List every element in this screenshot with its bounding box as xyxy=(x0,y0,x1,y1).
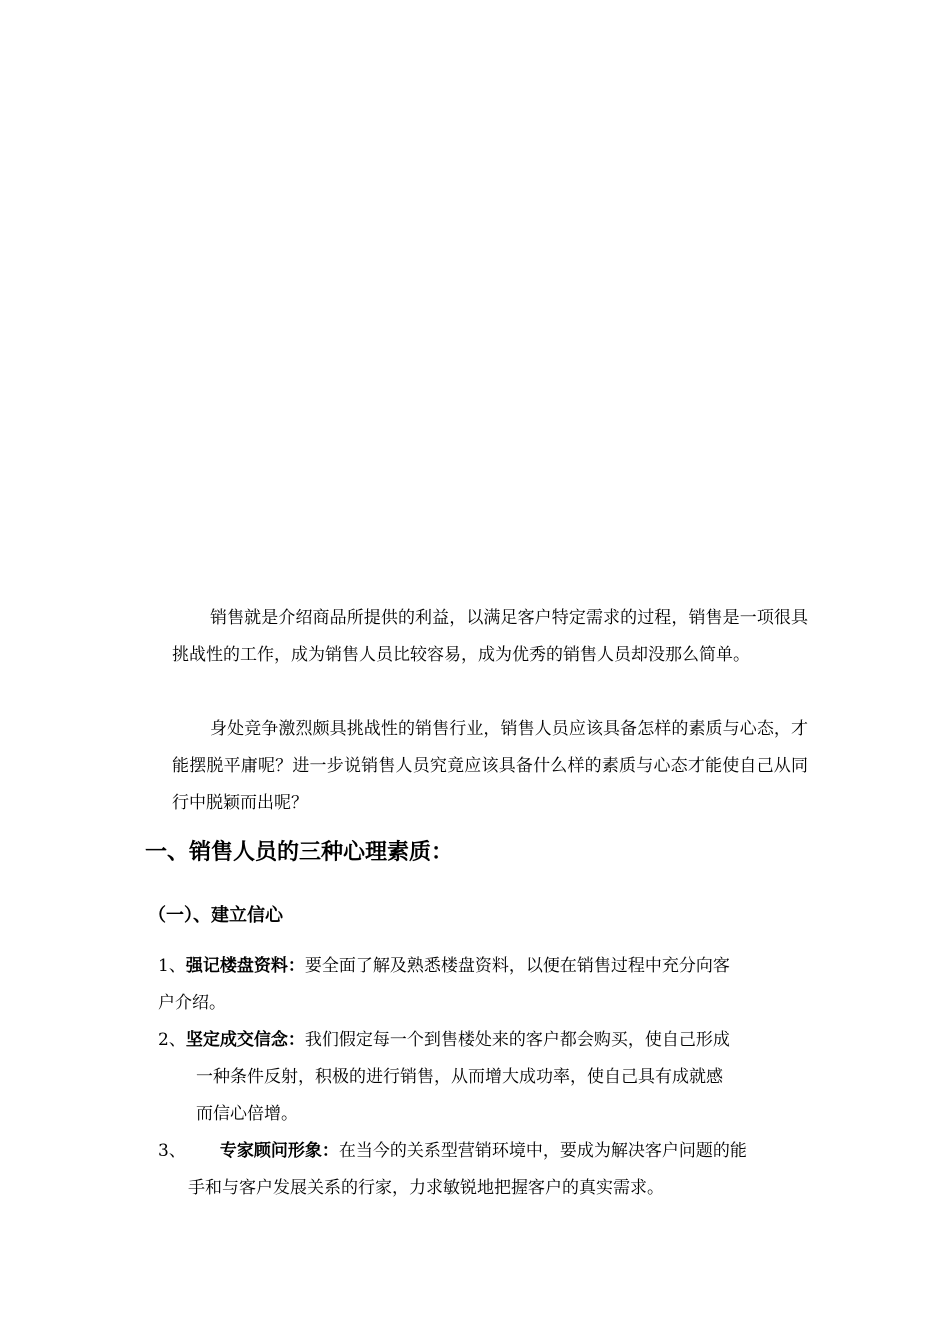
list-item-line: 手和与客户发展关系的行家，力求敏锐地把握客户的真实需求。 xyxy=(188,1178,664,1198)
list-item-title: 专家顾问形象： xyxy=(219,1141,339,1161)
list-item-text: 我们假定每一个到售楼处来的客户都会购买，使自己形成 xyxy=(304,1030,730,1050)
list-item-title: 坚定成交信念： xyxy=(185,1030,305,1050)
list-item xyxy=(158,1022,808,1133)
list-item-line: 户介绍。 xyxy=(158,993,226,1013)
section-heading: 一、销售人员的三种心理素质： xyxy=(145,840,454,865)
subsection-heading: （一）、建立信心 xyxy=(148,905,283,926)
list-item-line xyxy=(158,1133,808,1170)
list-item-title: 强记楼盘资料： xyxy=(185,956,305,976)
list-item-line xyxy=(158,948,808,985)
list-item-number: 2、 xyxy=(158,1030,186,1050)
list-item-text: 要全面了解及熟悉楼盘资料，以便在销售过程中充分向客 xyxy=(304,956,730,976)
list-item-line: 而信心倍增。 xyxy=(196,1104,298,1124)
intro-paragraph-2: 身处竞争激烈颇具挑战性的销售行业，销售人员应该具备怎样的素质与心态，才能摆脱平庸呢？进一步说销售人员究竟应该具备什么样的素质与心态才能使自己从同行中脱颖而出呢？ xyxy=(172,719,808,813)
list-item xyxy=(158,948,808,1022)
list-item-number: 3、 xyxy=(158,1141,186,1161)
list-item-line: 一种条件反射，积极的进行销售，从而增大成功率，使自己具有成就感 xyxy=(196,1067,723,1087)
list-item-line xyxy=(158,1022,808,1059)
list-item-number: 1、 xyxy=(158,956,186,976)
list-item xyxy=(158,1133,808,1207)
list-item-text: 在当今的关系型营销环境中，要成为解决客户问题的能 xyxy=(338,1141,747,1161)
intro-paragraph-1: 销售就是介绍商品所提供的利益，以满足客户特定需求的过程，销售是一项很具挑战性的工作，成为销售人员比较容易，成为优秀的销售人员却没那么简单。 xyxy=(172,608,808,665)
